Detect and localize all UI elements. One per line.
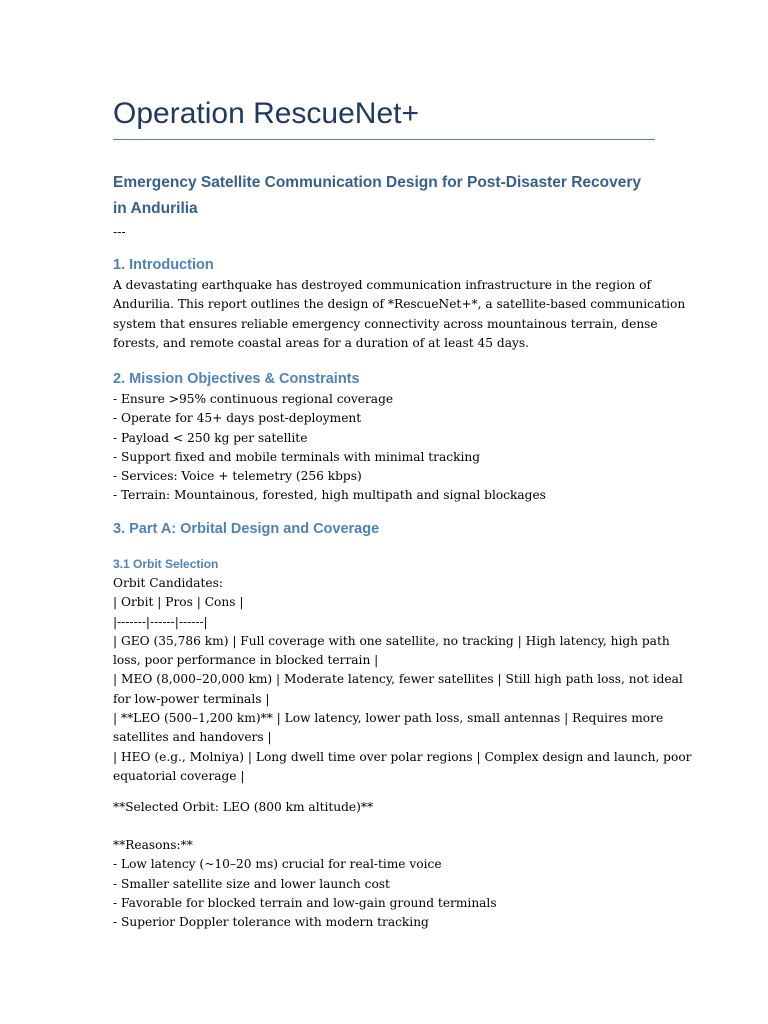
section-separator: --- bbox=[113, 224, 126, 239]
reasons-list bbox=[113, 836, 658, 932]
list-item: - Ensure >95% continuous regional coverage bbox=[113, 392, 394, 406]
list-item: - Superior Doppler tolerance with modern tracking bbox=[113, 915, 429, 930]
table-line: Orbit Candidates: bbox=[113, 576, 223, 590]
table-line: | **LEO (500–1,200 km)** | Low latency, lower path loss, small antennas | Requires more bbox=[113, 711, 664, 726]
list-item: - Operate for 45+ days post-deployment bbox=[113, 411, 362, 426]
objectives-heading: 2. Mission Objectives & Constraints bbox=[113, 371, 360, 387]
table-line: equatorial coverage | bbox=[113, 768, 245, 783]
table-line: loss, poor performance in blocked terrain | bbox=[113, 653, 379, 668]
selected-orbit: **Selected Orbit: LEO (800 km altitude)** bbox=[113, 800, 374, 814]
document-title: Operation RescueNet+ bbox=[113, 97, 420, 130]
paragraph-line: system that ensures reliable emergency connectivity across mountainous terrain, dense bbox=[113, 316, 658, 331]
list-item: - Favorable for blocked terrain and low-gain ground terminals bbox=[113, 895, 497, 910]
document-subtitle: Emergency Satellite Communication Design for Post-Disaster Recovery in Andurilia bbox=[113, 174, 642, 217]
list-item: - Payload < 250 kg per satellite bbox=[113, 430, 308, 445]
table-line: | MEO (8,000–20,000 km) | Moderate latency, fewer satellites | Still high path loss, not ideal bbox=[113, 672, 683, 687]
orbit-candidates-table bbox=[113, 574, 692, 786]
table-line: | GEO (35,786 km) | Full coverage with one satellite, no tracking | High latency, high path bbox=[113, 633, 670, 648]
orbit-selection-heading: 3.1 Orbit Selection bbox=[113, 557, 219, 571]
title-underline bbox=[113, 139, 655, 140]
list-item: - Terrain: Mountainous, forested, high multipath and signal blockages bbox=[113, 488, 546, 503]
paragraph-line: Andurilia. This report outlines the design of *RescueNet+*, a satellite-based communication bbox=[113, 297, 686, 312]
introduction-paragraph bbox=[113, 276, 686, 353]
list-item: - Services: Voice + telemetry (256 kbps) bbox=[113, 469, 362, 484]
list-item: - Support fixed and mobile terminals with minimal tracking bbox=[113, 449, 481, 464]
reasons-heading: **Reasons:** bbox=[113, 838, 193, 852]
paragraph-line: forests, and remote coastal areas for a duration of at least 45 days. bbox=[113, 335, 529, 350]
table-line: satellites and handovers | bbox=[113, 730, 272, 745]
part-a-heading: 3. Part A: Orbital Design and Coverage bbox=[113, 521, 380, 537]
table-line: for low-power terminals | bbox=[113, 691, 270, 706]
list-item: - Smaller satellite size and lower launch cost bbox=[113, 876, 390, 891]
paragraph-line: A devastating earthquake has destroyed communication infrastructure in the region of bbox=[113, 278, 651, 292]
table-line: | HEO (e.g., Molniya) | Long dwell time over polar regions | Complex design and launch, poor bbox=[113, 749, 692, 764]
table-line: | Orbit | Pros | Cons | bbox=[113, 595, 244, 610]
objectives-list bbox=[113, 390, 658, 506]
list-item: - Low latency (~10–20 ms) crucial for real-time voice bbox=[113, 857, 442, 872]
introduction-heading: 1. Introduction bbox=[113, 257, 214, 273]
table-line: |-------|------|------| bbox=[113, 614, 208, 629]
